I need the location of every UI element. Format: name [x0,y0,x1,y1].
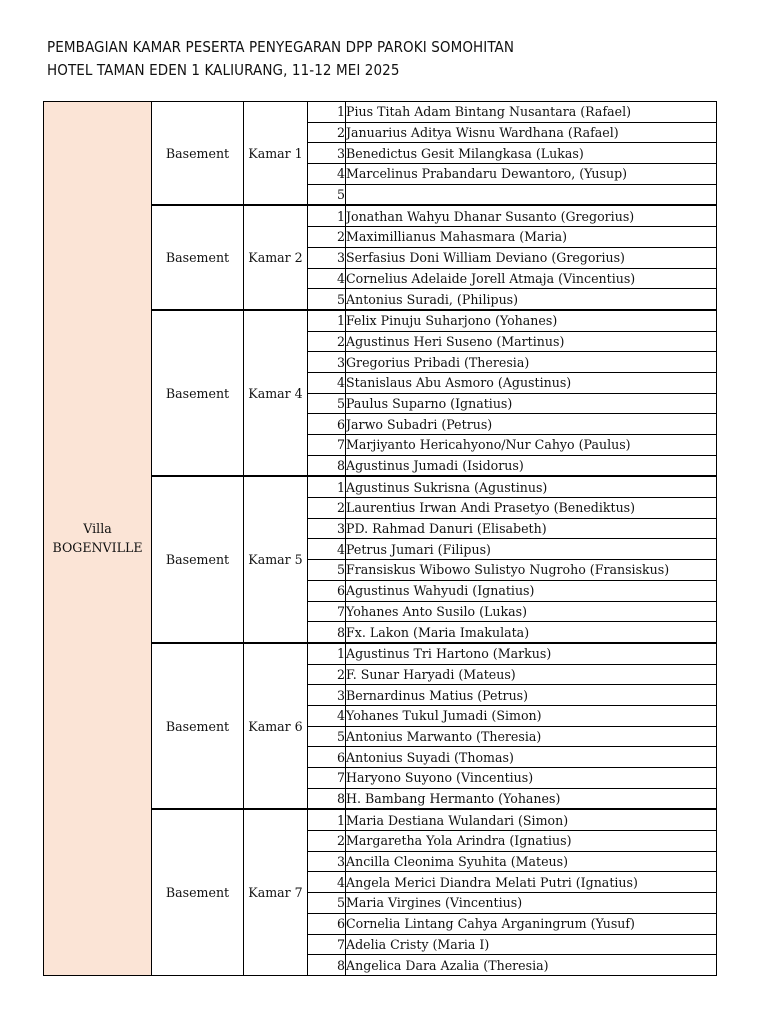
occupant-number: 7 [308,934,346,955]
occupant-number: 8 [308,622,346,643]
occupant-number: 7 [308,768,346,789]
occupant-number: 2 [308,331,346,352]
occupant-name: Laurentius Irwan Andi Prasetyo (Benediktus) [346,498,717,519]
occupant-name: F. Sunar Haryadi (Mateus) [346,664,717,685]
occupant-number: 1 [308,310,346,331]
occupant-name: Antonius Suyadi (Thomas) [346,747,717,768]
occupant-name: Jarwo Subadri (Petrus) [346,414,717,435]
occupant-name: Fransiskus Wibowo Sulistyo Nugroho (Fransiskus) [346,560,717,581]
occupant-name: Angela Merici Diandra Melati Putri (Ignatius) [346,872,717,893]
occupant-name: Antonius Suradi, (Philipus) [346,289,717,310]
occupant-name: Felix Pinuju Suharjono (Yohanes) [346,310,717,331]
occupant-number: 3 [308,685,346,706]
room-table-body [44,102,717,976]
occupant-number: 1 [308,809,346,830]
occupant-name: Marcelinus Prabandaru Dewantoro, (Yusup) [346,164,717,185]
occupant-number: 7 [308,601,346,622]
occupant-number: 3 [308,143,346,164]
occupant-number: 5 [308,289,346,310]
occupant-name: Bernardinus Matius (Petrus) [346,685,717,706]
occupant-number: 5 [308,393,346,414]
room-cell: Kamar 6 [244,643,308,810]
occupant-name: Haryono Suyono (Vincentius) [346,768,717,789]
occupant-number: 1 [308,643,346,664]
document-title: PEMBAGIAN KAMAR PESERTA PENYEGARAN DPP PAROKI SOMOHITAN [47,38,515,56]
occupant-name: Agustinus Sukrisna (Agustinus) [346,476,717,497]
occupant-number: 3 [308,352,346,373]
occupant-number: 5 [308,726,346,747]
occupant-name: Ancilla Cleonima Syuhita (Mateus) [346,851,717,872]
occupant-name: Stanislaus Abu Asmoro (Agustinus) [346,372,717,393]
occupant-name: Gregorius Pribadi (Theresia) [346,352,717,373]
occupant-name: Fx. Lakon (Maria Imakulata) [346,622,717,643]
occupant-number: 4 [308,539,346,560]
occupant-number: 6 [308,414,346,435]
room-cell: Kamar 4 [244,310,308,477]
room-cell: Kamar 5 [244,476,308,643]
occupant-name: Agustinus Heri Suseno (Martinus) [346,331,717,352]
occupant-name: Marjiyanto Hericahyono/Nur Cahyo (Paulus) [346,435,717,456]
occupant-number: 1 [308,102,346,123]
occupant-number: 2 [308,498,346,519]
location-cell: Basement [152,643,244,810]
location-cell: Basement [152,205,244,309]
room-cell: Kamar 7 [244,809,308,975]
occupant-name: Maximillianus Mahasmara (Maria) [346,227,717,248]
location-cell: Basement [152,809,244,975]
occupant-number: 6 [308,913,346,934]
occupant-name: Agustinus Tri Hartono (Markus) [346,643,717,664]
occupant-number: 5 [308,893,346,914]
table-row [44,102,717,123]
document-subtitle: HOTEL TAMAN EDEN 1 KALIURANG, 11-12 MEI 2025 [47,61,400,79]
villa-name: BOGENVILLE [52,540,143,556]
occupant-number: 8 [308,955,346,976]
occupant-number: 2 [308,122,346,143]
occupant-number: 4 [308,872,346,893]
occupant-name: Agustinus Wahyudi (Ignatius) [346,580,717,601]
occupant-name: Jonathan Wahyu Dhanar Susanto (Gregorius) [346,205,717,226]
occupant-name: Petrus Jumari (Filipus) [346,539,717,560]
location-cell: Basement [152,102,244,206]
occupant-name: PD. Rahmad Danuri (Elisabeth) [346,518,717,539]
occupant-name: Maria Destiana Wulandari (Simon) [346,809,717,830]
occupant-name: Margaretha Yola Arindra (Ignatius) [346,831,717,852]
room-cell: Kamar 2 [244,205,308,309]
occupant-number: 1 [308,205,346,226]
occupant-name: Adelia Cristy (Maria I) [346,934,717,955]
occupant-name: Yohanes Anto Susilo (Lukas) [346,601,717,622]
occupant-number: 4 [308,268,346,289]
occupant-name: Maria Virgines (Vincentius) [346,893,717,914]
room-assignment-table [43,101,717,976]
occupant-number: 7 [308,435,346,456]
occupant-name: Serfasius Doni William Deviano (Gregorius) [346,247,717,268]
occupant-number: 3 [308,851,346,872]
occupant-name: Antonius Marwanto (Theresia) [346,726,717,747]
occupant-number: 3 [308,247,346,268]
occupant-number: 6 [308,580,346,601]
occupant-number: 2 [308,227,346,248]
villa-cell [44,102,152,976]
occupant-number: 3 [308,518,346,539]
occupant-name: Cornelius Adelaide Jorell Atmaja (Vincentius) [346,268,717,289]
occupant-name: Paulus Suparno (Ignatius) [346,393,717,414]
occupant-number: 8 [308,455,346,476]
occupant-name: Yohanes Tukul Jumadi (Simon) [346,705,717,726]
occupant-name: Agustinus Jumadi (Isidorus) [346,455,717,476]
occupant-name: Pius Titah Adam Bintang Nusantara (Rafael) [346,102,717,123]
occupant-number: 5 [308,560,346,581]
occupant-name [346,184,717,205]
villa-label: Villa [83,521,112,537]
location-cell: Basement [152,476,244,643]
occupant-number: 6 [308,747,346,768]
occupant-name: Angelica Dara Azalia (Theresia) [346,955,717,976]
occupant-number: 8 [308,788,346,809]
occupant-name: H. Bambang Hermanto (Yohanes) [346,788,717,809]
occupant-name: Cornelia Lintang Cahya Arganingrum (Yusuf) [346,913,717,934]
occupant-number: 1 [308,476,346,497]
location-cell: Basement [152,310,244,477]
occupant-name: Benedictus Gesit Milangkasa (Lukas) [346,143,717,164]
occupant-number: 2 [308,664,346,685]
room-cell: Kamar 1 [244,102,308,206]
occupant-name: Januarius Aditya Wisnu Wardhana (Rafael) [346,122,717,143]
occupant-number: 2 [308,831,346,852]
occupant-number: 4 [308,705,346,726]
occupant-number: 4 [308,372,346,393]
occupant-number: 4 [308,164,346,185]
document-header [47,36,514,82]
occupant-number: 5 [308,184,346,205]
